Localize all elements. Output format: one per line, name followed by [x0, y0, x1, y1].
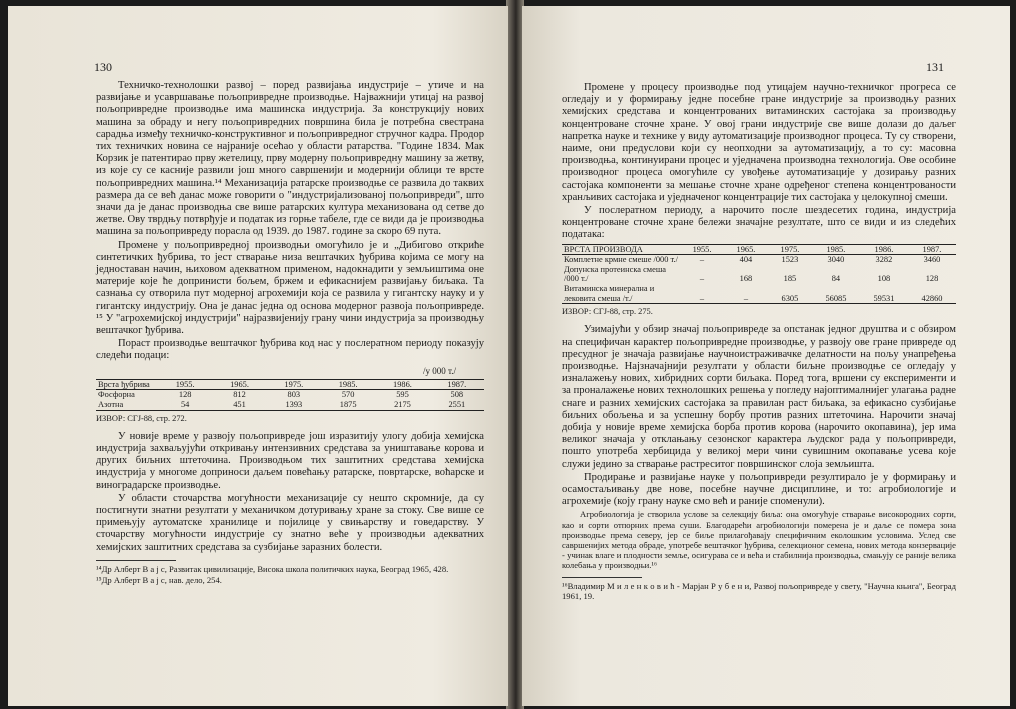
table-cell: 803 — [287, 390, 301, 400]
left-paragraph-1: Техничко-технолошки развој – поред развијања индустрије – утиче и на развијање и усавршавање пољопривредне производње. Најважнији утицај на развој пољопривредне производње има машинска индустрија. За конструкцију нових машина за обраду и негу пољопривредних површина била је потребна свестрана сарадња између техничко-конструктивног и пољопривредног стручног кадра. Продор тих техничких новина се најраније осећао у области ратарства. "Године 1834. Мак Корзик је патентирао прву жетелицу, прву модерну пољопривредну машину за жетву, из које су се касније развили још много савршенији и модернији облици те врсте пољопривредних машина.¹⁴ Механизација ратарске производње се развила до таквих размера да се већ данас може говорити о "индустријализованој пољопривреди", што значи да је данас производња све више ратарских култура механизована од сетве до жетве. Ову тврдњу потврђује и податак из горње табеле, где се види да је производња машина за пољопривреду порасла од 1939. до 1987. године за скоро 69 пута. — [96, 80, 484, 238]
table-cell: 1523 — [781, 255, 799, 265]
right-paragraph-3: Узимајући у обзир значај пољопривреде за опстанак једног друштва и с обзиром на специфичан карактер пољопривредне производње, у развоју ове гране привреде од пресудног је значаја развијање научноистраживачке делатности на пољу унапређења производње. Најзначајнији резултати у области биљне производње се огледају у изналажењу нових, хибридних сорти биљака. Поред тога, вршени су експерименти и за проналажење нових технолошких решења у погледу најоптималнијег улагања радне снаге и разних хемијских састојака за правилан раст биљака, за ефикасно сузбијање биљних обољења и за успешну борбу против разних штеточина. Нарочити значај добија у новије време хемијска борба против корова (нарочито окопавина), јер има великог значаја у отклањању сезонског карактера људског рада у пољопривреди, пошто употреба хербицида у великој мери чини сувишним окопавање усева које служи једино за стварање растреситог површинског слоја земљишта. — [562, 324, 956, 470]
table-cell: 108 — [877, 274, 891, 284]
table-cell: 185 — [783, 274, 797, 284]
table-cell: 1875 — [321, 400, 375, 410]
table-unit-label: /у 000 т./ — [422, 365, 456, 376]
table-cell: Азотна — [96, 400, 158, 410]
feed-production-table — [562, 244, 956, 305]
left-page — [8, 6, 508, 706]
right-small-paragraph: Агробиологија је створила услове за селекцију биља: она омогућује стварање високородних сорти, као и сорти отпорних према суши. Благодарећи агробиологији померена је и даље се помера зона производње према северу, јер се биље прилагођавају специфичним еколошким условима. Услед све савршенијих метода обраде, употребе вештачког ђубрива, селекционог семена, нових метода конзервације - учинак влаге и плодности земље, осигурава се и већа и стабилнија производња, смањују се раније велика колебања у производњи.¹⁶ — [562, 509, 956, 571]
table-header-cell: 1965. — [212, 379, 266, 390]
table-cell: 812 — [233, 390, 246, 400]
left-paragraph-5: У области сточарства могућности механизације су нешто скромније, да су постигнути знатни резултати у механичком дотуривању хране за стоку. Све више се примењују аутоматске хранилице и појилице у свињарству и говедарству. У сточарству могућности индустрије су знатно веће у производњи адекватних хемијских заштитних средстава за сузбијање заразних болести. — [96, 492, 484, 553]
table-cell: Фосфорна — [98, 390, 135, 400]
footnote-divider — [96, 560, 176, 561]
table-row — [562, 284, 956, 304]
table-cell: Комплетне крмне смеше /000 т./ — [564, 255, 678, 265]
table-header-cell: 1986. — [375, 379, 429, 390]
table-header-cell: Врста ђубрива — [96, 379, 158, 390]
table-row — [562, 255, 956, 265]
table-cell: 3040 — [827, 255, 845, 265]
table-cell: 168 — [739, 274, 753, 284]
table-source: ИЗВОР: СГЈ-88, стр. 275. — [562, 307, 653, 317]
right-paragraph-1: Промене у процесу производње под утицајем научно-техничког прогреса се огледају и у формирању једне посебне гране индустрије за производњу разних хемијских средстава и концентрованих витаминских састојака за производњу концентроване сточне хране. У овој грани индустрије све више долази до даљег напретка науке и технике у виду аутоматизације производног процеса. Ту су створени, наиме, они предуслови који су неопходни за аутоматизацију, а то су: масовна производња, континуирани процес и уједначена производна технологија. Ове особине производног процеса омогућиле су увођење аутоматизације у дозирању разних састојака компоненти за мешање сточне хране одређеног степена концентрованости хранљивих састојака и уједначеног концентрације тих састојака у целокупној смеши. — [562, 82, 956, 203]
left-paragraph-4: У новије време у развоју пољопривреде још изразитију улогу добија хемијска индустрија захваљујући откривању интензивних средстава за уништавање корова и других биљних штеточина. Производњом тих заштитних средстава хемијска индустрија у многоме доприноси даљем повећању ратарске, повртарске, воћарске и виноградарске производње. — [96, 430, 484, 491]
table-cell: Витаминска минерална и лековита смеша /т./ — [562, 284, 680, 304]
table-header-cell: 1975. — [267, 379, 321, 390]
footnote-14: ¹⁴Др Алберт В а ј с, Развитак цивилизације, Висока школа политичких наука, Београд 1965, 428. — [96, 563, 449, 574]
table-header-cell: 1987. — [908, 244, 956, 255]
right-page — [522, 6, 1010, 706]
footnote-15: ¹⁵Др Алберт В а ј с, нав. дело, 254. — [96, 575, 222, 586]
table-source: ИЗВОР: СГЈ-88, стр. 272. — [96, 413, 187, 423]
table-header-cell: 1955. — [158, 379, 212, 390]
fertilizer-table — [96, 379, 484, 411]
table-cell: 59531 — [860, 284, 908, 304]
table-cell: 3460 — [923, 255, 941, 265]
left-paragraph-3: Пораст производње вештачког ђубрива код нас у послератном периоду показују следећи подаци: — [96, 338, 484, 362]
table-cell: 42860 — [908, 284, 956, 304]
table-cell: – — [724, 284, 768, 304]
right-paragraph-2: У послератном периоду, а нарочито после шездесетих година, индустрија концентроване сточне хране бележи значајне резултате, што се види и из следећих података: — [562, 205, 956, 241]
table-cell: 128 — [925, 274, 939, 284]
table-header-row — [562, 244, 956, 255]
table-header-cell: 1986. — [860, 244, 908, 255]
table-header-cell: 1985. — [812, 244, 860, 255]
table-header-row — [96, 379, 484, 390]
table-cell: 128 — [178, 390, 192, 400]
table-cell: – — [699, 255, 705, 265]
table-row — [562, 265, 956, 284]
table-header-cell: 1975. — [768, 244, 812, 255]
table-header-cell: 1987. — [430, 379, 484, 390]
table-cell: 508 — [450, 390, 464, 400]
right-paragraph-4: Продирање и развијање науке у пољопривреди резултирало је у формирању и осамостаљивању две нове, посебне научне дисциплине, и то: агробиологије и агрохемије (коју грану науке смо већ и раније споменули). — [562, 471, 956, 508]
table-header-cell: 1965. — [724, 244, 768, 255]
right-page-text — [562, 82, 956, 602]
page-number-right: 131 — [926, 60, 944, 74]
table-cell: 6305 — [768, 284, 812, 304]
table-header-cell: 1985. — [321, 379, 375, 390]
footnote-16: ¹⁶Владимир М и л е н к о в и ћ - Марјан Р у б е н и, Развој пољопривреде у свету, "Научна књига", Београд 1961, 19. — [562, 580, 956, 601]
table-cell: Допунска протеинска смеша /000 т./ — [564, 264, 666, 284]
page-number-left: 130 — [94, 60, 112, 74]
table-cell: 3282 — [875, 255, 893, 265]
table-header-cell: 1955. — [680, 244, 724, 255]
table-cell: 1393 — [267, 400, 321, 410]
footnote-divider — [562, 577, 642, 578]
left-paragraph-2: Промене у пољопривредној производњи омогућило је и „Дибигово откриће синтетичких ђубрива, то јест стварање низа вештачких ђубрива којима се могу на једноставан начин, њиховом адекватном применом, надокнадити у земљиштима оне материје које ће допринисти бољем, бржем и ефикаснијем развијању биљака. Та сазнања су отворила пут модерној агрохемији која се развила у гигантску науку и у гигантску индустрију. Она је данас једна од основа модерног развоја пољопривреде. ¹⁵ У "агрохемијској индустрији" најразвијенију грану чини индустрија за производњу вештачког ђубрива. — [96, 239, 484, 337]
table-row — [96, 390, 484, 400]
table-cell: 2175 — [375, 400, 429, 410]
table-cell: 2551 — [430, 400, 484, 410]
table-row — [96, 400, 484, 410]
table-cell: 404 — [739, 255, 753, 265]
left-page-text — [96, 80, 484, 586]
table-cell: – — [699, 274, 705, 284]
table-header-cell: ВРСТА ПРОИЗВОДА — [562, 244, 680, 255]
table-cell: 56085 — [812, 284, 860, 304]
table-cell: 595 — [396, 390, 409, 400]
table-cell: 84 — [831, 274, 841, 284]
table-cell: 451 — [212, 400, 266, 410]
table-cell: – — [680, 284, 724, 304]
table-cell: 570 — [341, 390, 355, 400]
table-cell: 54 — [158, 400, 212, 410]
